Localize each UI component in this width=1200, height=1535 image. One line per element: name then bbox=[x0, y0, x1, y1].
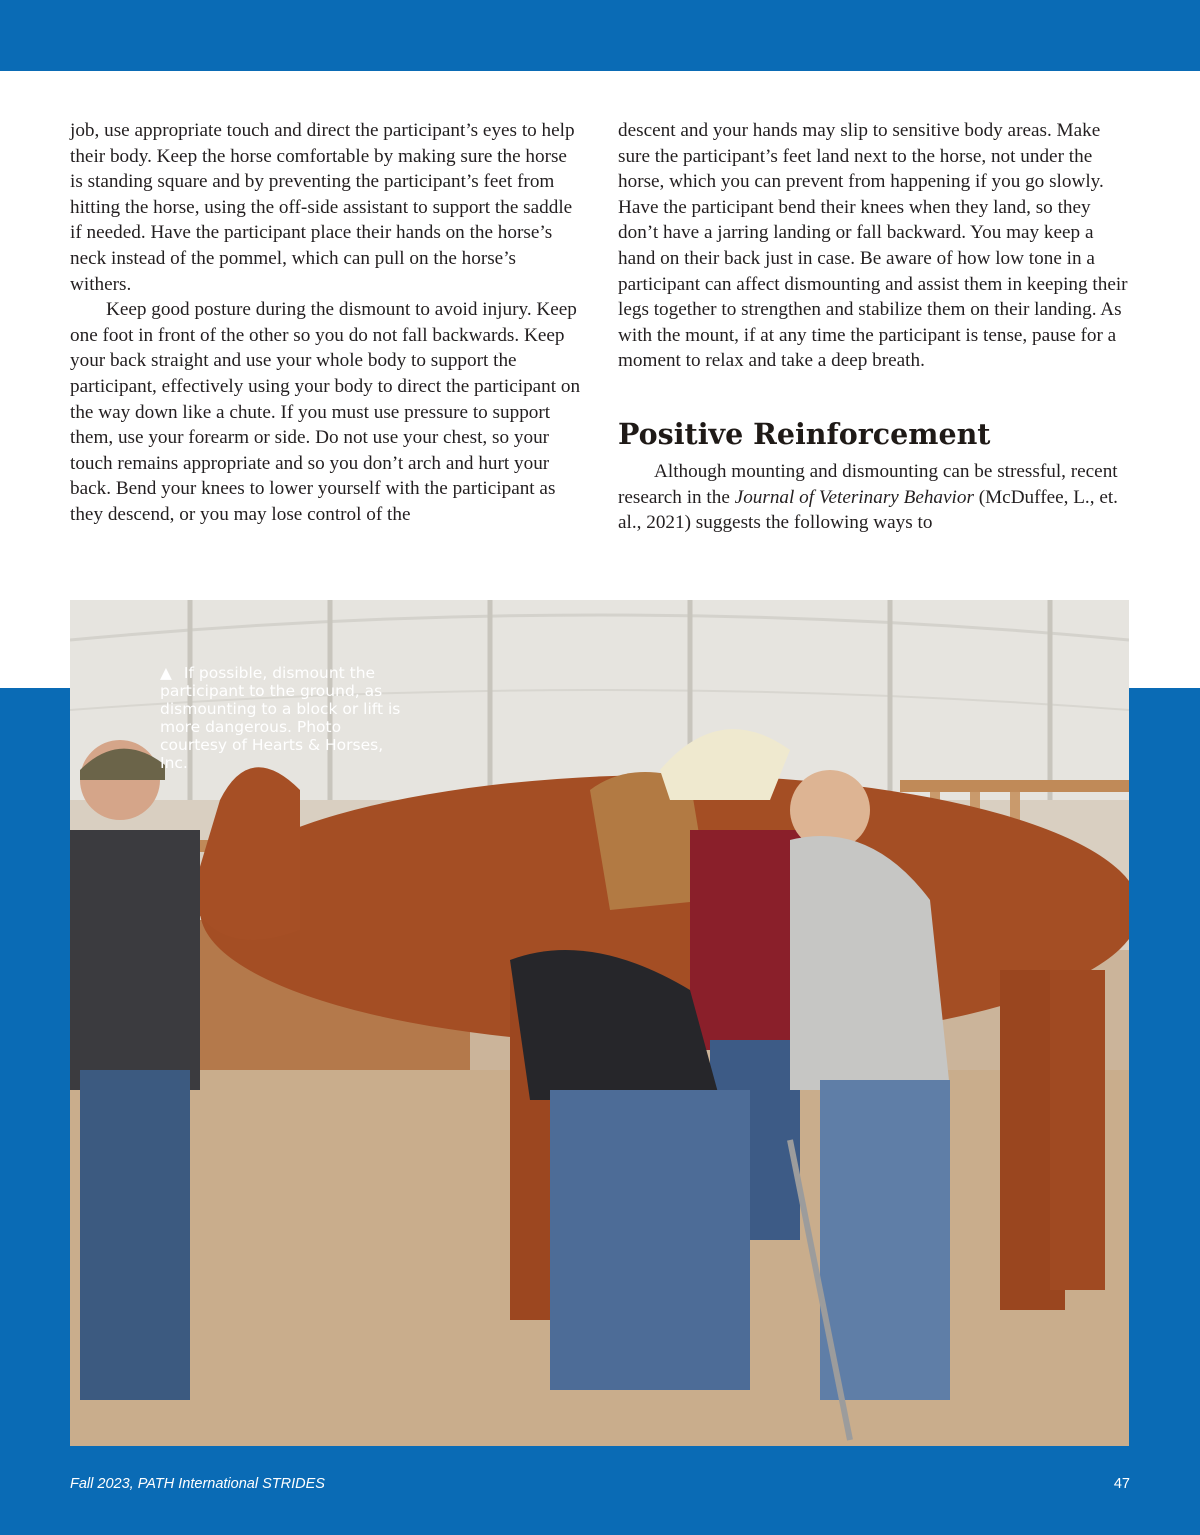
paragraph-text: (McDuffee, L., et. al., 2021) suggests the following ways to bbox=[618, 486, 1118, 534]
paragraph-text: Although mounting and dismounting can be stressful, recent research in the bbox=[618, 460, 1118, 508]
journal-title: Journal of Veterinary Behavior bbox=[734, 486, 974, 508]
photo-caption bbox=[160, 664, 410, 772]
triangle-icon: ▲ bbox=[160, 664, 172, 682]
section-heading: Positive Reinforcement bbox=[618, 416, 991, 451]
publication-footer: Fall 2023, PATH International STRIDES bbox=[70, 1476, 325, 1492]
body-paragraph: Keep good posture during the dismount to avoid injury. Keep one foot in front of the other so you do not fall backwards. Keep your back straight and use your whole body to support the participant, effectively using your body to direct the participant on the way down like a chute. If you must use pressure to support them, use your forearm or side. Do not use your chest, so your touch remains appropriate and so you don’t arch and hurt your back. Bend your knees to lower yourself with the participant as they descend, or you may lose control of the bbox=[70, 299, 581, 525]
right-column bbox=[618, 118, 1130, 536]
caption-text: If possible, dismount the participant to the ground, as dismounting to a block or lift is more dangerous. Photo courtesy of Hearts & Horses, Inc. bbox=[160, 664, 401, 772]
body-paragraph: job, use appropriate touch and direct the participant’s eyes to help their body. Keep the horse comfortable by making sure the horse is standing square and by preventing the participant’s feet from hitting the horse, using the off-side assistant to support the saddle if needed. Have the participant place their hands on the horse’s neck instead of the pommel, which can pull on the horse’s withers. bbox=[70, 120, 575, 295]
body-paragraph bbox=[618, 459, 1130, 536]
header-band bbox=[0, 0, 1200, 71]
body-paragraph: descent and your hands may slip to sensitive body areas. Make sure the participant’s feet land next to the horse, not under the horse, which you can prevent from happening if you go slowly. Have the participant bend their knees when they land, so they don’t have a jarring landing or fall backward. You may keep a hand on their back just in case. Be aware of how low tone in a participant can affect dismounting and assist them in keeping their legs together to strengthen and stabilize them on their landing. As with the mount, if at any time the participant is tense, pause for a moment to relax and take a deep breath. bbox=[618, 120, 1128, 372]
left-column bbox=[70, 118, 582, 528]
page-number: 47 bbox=[1113, 1476, 1130, 1492]
